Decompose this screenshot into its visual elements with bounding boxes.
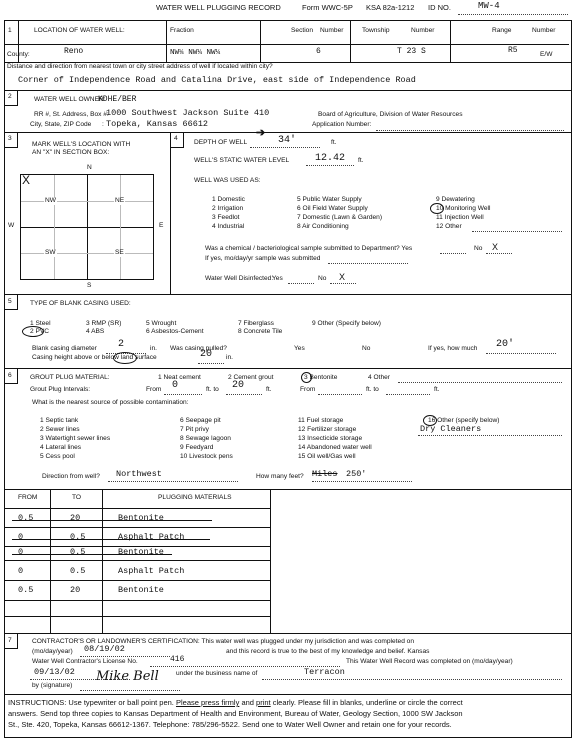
s3-number: 3 bbox=[8, 135, 12, 142]
use-10-circle bbox=[430, 203, 444, 214]
source-4: 4 Lateral lines bbox=[40, 444, 82, 451]
section-label: Section bbox=[291, 27, 313, 34]
casing-type-1: 1 Steel bbox=[30, 320, 51, 327]
city-label: City, State, ZIP Code bbox=[30, 121, 92, 128]
casing-type-8: 8 Concrete Tile bbox=[238, 328, 283, 335]
grid-sub-h2 bbox=[21, 253, 153, 254]
ksa-reference: KSA 82a-1212 bbox=[366, 3, 415, 12]
other-source-value: Dry Cleaners bbox=[420, 424, 482, 434]
compass-n: N bbox=[87, 164, 92, 171]
instructions-line-3: St., Ste. 420, Topeka, Kansas 66612-1367. Telephone: 785/296-5522. Send one to Water Well Owner and retain one for your records. bbox=[8, 720, 452, 729]
height-line bbox=[198, 363, 224, 364]
chem-no-line bbox=[486, 253, 512, 254]
quarter-2: ¼ bbox=[197, 49, 202, 57]
bentonite-circle bbox=[301, 372, 312, 383]
struck-row-3-line bbox=[12, 554, 172, 555]
fraction-2: NW bbox=[188, 49, 198, 57]
use-6: 6 Oil Field Water Supply bbox=[297, 205, 368, 212]
struck-row-1-line bbox=[12, 520, 212, 521]
range-value: R5 bbox=[508, 46, 518, 55]
diameter-label: Blank casing diameter bbox=[32, 345, 97, 352]
fraction-label: Fraction bbox=[170, 27, 194, 34]
s5-number: 5 bbox=[8, 298, 12, 305]
source-3: 3 Watertight sewer lines bbox=[40, 435, 111, 442]
s4-number: 4 bbox=[174, 135, 178, 142]
casing-type-label: TYPE OF BLANK CASING USED: bbox=[30, 300, 131, 307]
section-number-label: Number bbox=[320, 27, 344, 34]
source-13: 13 Insecticide storage bbox=[298, 435, 363, 442]
range-ew-label: E/W bbox=[540, 51, 553, 58]
chem-yes-line bbox=[440, 253, 466, 254]
fraction-3: NW bbox=[206, 49, 216, 57]
how-many-label: How many feet? bbox=[256, 473, 304, 480]
source-6: 6 Seepage pit bbox=[180, 417, 221, 424]
row-2-from: 0.5 bbox=[18, 585, 34, 595]
interval-ft-to-2: ft. to bbox=[366, 386, 379, 393]
sample-question: If yes, mo/day/yr sample was submitted bbox=[205, 255, 321, 262]
interval-to-value: 20 bbox=[232, 380, 245, 391]
s3-s4-divider bbox=[170, 132, 171, 294]
s2-bottom bbox=[4, 132, 572, 133]
struck-row-2-line bbox=[12, 539, 210, 540]
quadrant-nw: NW bbox=[45, 197, 56, 204]
business-value: Terracon bbox=[304, 667, 345, 677]
use-3: 3 Feedlot bbox=[212, 214, 240, 221]
source-8: 8 Sewage lagoon bbox=[180, 435, 231, 442]
s6-number: 6 bbox=[8, 372, 12, 379]
s1-col-divider-4 bbox=[450, 20, 451, 62]
county-label: County: bbox=[7, 51, 30, 58]
cert-line-1: CONTRACTOR'S OR LANDOWNER'S CERTIFICATION: This water well was plugged under my jurisdiction and was completed on bbox=[32, 638, 415, 645]
business-line bbox=[262, 679, 562, 680]
row-2-material: Bentonite bbox=[118, 585, 164, 595]
township-number-label: Number bbox=[411, 27, 435, 34]
s7-number: 7 bbox=[8, 637, 12, 644]
how-many-line bbox=[312, 481, 412, 482]
interval-from-label-2: From bbox=[300, 386, 316, 393]
interval-to-line bbox=[226, 394, 262, 395]
owner-label: WATER WELL OWNER: bbox=[34, 96, 106, 103]
source-12: 12 Fertilizer storage bbox=[298, 426, 357, 433]
instructions-1e: clearly. Please fill in blanks, underline or circle the correct bbox=[272, 698, 463, 707]
grout-opt-3: 3 Bentonite bbox=[304, 374, 338, 381]
below-circle bbox=[113, 352, 137, 364]
table-row-line-6 bbox=[4, 616, 270, 617]
col-to-header: TO bbox=[72, 494, 82, 501]
use-2: 2 Irrigation bbox=[212, 205, 244, 212]
quadrant-se: SE bbox=[115, 249, 124, 256]
business-label: under the business name of bbox=[176, 670, 258, 677]
struck-row-1-from: 0.5 bbox=[18, 513, 34, 523]
used-label: WELL WAS USED AS: bbox=[194, 177, 261, 184]
quarter-3: ¼ bbox=[215, 49, 221, 57]
table-col-divider-1 bbox=[50, 489, 51, 633]
source-15: 15 Oil well/Gas well bbox=[298, 453, 356, 460]
interval-ft-2: ft. bbox=[434, 386, 440, 393]
s5-bottom bbox=[4, 368, 572, 369]
township-label: Township bbox=[362, 27, 390, 34]
s2-number: 2 bbox=[8, 93, 12, 100]
height-in: in. bbox=[226, 354, 233, 361]
grout-other-line bbox=[398, 382, 562, 383]
height-label-a: Casing height above or bbox=[32, 354, 100, 361]
col-from-header: FROM bbox=[18, 494, 38, 501]
range-number-label: Number bbox=[532, 27, 556, 34]
use-10: 10 Monitoring Well bbox=[436, 205, 491, 212]
interval-from-value: 0 bbox=[172, 380, 179, 391]
instructions-1a: INSTRUCTIONS: Use typewriter or ball point pen. bbox=[8, 698, 174, 707]
signature-value: Mike Bell bbox=[96, 669, 159, 684]
source-11: 11 Fuel storage bbox=[298, 417, 344, 424]
height-label bbox=[32, 355, 157, 362]
height-label-b: land surface bbox=[120, 354, 157, 361]
disinfected-question: Water Well Disinfected: bbox=[205, 275, 274, 282]
row-1-material: Asphalt Patch bbox=[118, 566, 185, 576]
use-4: 4 Industrial bbox=[212, 223, 245, 230]
owner-value: KDHE/BER bbox=[98, 95, 137, 104]
chem-no-mark: X bbox=[492, 242, 499, 252]
source-5: 5 Cess pool bbox=[40, 453, 75, 460]
cert-date-line bbox=[80, 656, 170, 657]
city-value: Topeka, Kansas 66612 bbox=[106, 119, 209, 129]
row-1-from: 0 bbox=[18, 566, 24, 576]
section-grid bbox=[20, 174, 154, 280]
s1-col-divider-2 bbox=[260, 20, 261, 62]
use-11: 11 Injection Well bbox=[436, 214, 484, 221]
completed-value: 09/13/02 bbox=[34, 667, 75, 677]
instructions-1b: Please press firmly bbox=[175, 698, 240, 707]
rr-label: RR #, St. Address, Box #: bbox=[34, 111, 109, 118]
height-value: 20 bbox=[200, 349, 213, 360]
table-col-divider-2 bbox=[102, 489, 103, 633]
source-16: 16 Other (specify below) bbox=[428, 417, 500, 424]
application-line bbox=[376, 130, 564, 131]
pulled-no: No bbox=[362, 345, 371, 352]
fraction-values bbox=[170, 50, 220, 58]
license-value: 416 bbox=[170, 655, 185, 664]
struck-row-1-material: Bentonite bbox=[118, 513, 164, 523]
township-value: T 23 S bbox=[397, 47, 426, 56]
casing-type-4: 4 ABS bbox=[86, 328, 105, 335]
source-14: 14 Abandoned water well bbox=[298, 444, 372, 451]
struck-row-3-material: Bentonite bbox=[118, 547, 164, 557]
struck-row-2-from: 0 bbox=[18, 532, 24, 542]
cert-line-2: and this record is true to the best of my knowledge and belief. Kansas bbox=[226, 648, 430, 655]
chem-question: Was a chemical / bacteriological sample submitted to Department? Yes bbox=[205, 245, 413, 252]
section-value: 6 bbox=[316, 47, 321, 56]
disinfected-no: No bbox=[318, 275, 327, 282]
how-many-value: 250' bbox=[346, 469, 367, 479]
depth-line bbox=[250, 147, 320, 148]
record-text: This Water Well Record was completed on (mo/day/year) bbox=[346, 658, 513, 665]
direction-value: Northwest bbox=[116, 469, 162, 479]
disinfected-yes-line bbox=[288, 283, 314, 284]
distance-value: Corner of Independence Road and Catalina Drive, east side of Independence Road bbox=[18, 75, 416, 85]
s6-bottom bbox=[4, 489, 572, 490]
diameter-in: in. bbox=[150, 345, 157, 352]
rr-value: 1000 Southwest Jackson Suite 410 bbox=[106, 108, 270, 118]
use-8: 8 Air Conditioning bbox=[297, 223, 349, 230]
grout-label: GROUT PLUG MATERIAL: bbox=[30, 374, 110, 381]
use-9: 9 Dewatering bbox=[436, 196, 475, 203]
id-label: ID NO. bbox=[428, 3, 451, 12]
distance-label: Distance and direction from nearest town or city street address of well if located within city? bbox=[7, 63, 273, 70]
s7-bottom bbox=[4, 694, 572, 695]
interval-from-label: From bbox=[146, 386, 162, 393]
compass-w: W bbox=[8, 222, 15, 229]
source-question: What is the nearest source of possible contamination: bbox=[32, 399, 189, 406]
casing-pvc-circle bbox=[22, 326, 44, 337]
location-label: LOCATION OF WATER WELL: bbox=[34, 27, 125, 34]
depth-value: 34' bbox=[278, 135, 297, 146]
grid-sub-v2 bbox=[120, 175, 121, 279]
chem-no-label: No bbox=[474, 245, 483, 252]
depth-ft: ft. bbox=[331, 139, 337, 146]
interval-from-line bbox=[164, 394, 202, 395]
quadrant-ne: NE bbox=[115, 197, 125, 204]
s1-bottom bbox=[4, 90, 572, 91]
source-7: 7 Pit privy bbox=[180, 426, 209, 433]
static-value: 12.42 bbox=[315, 153, 346, 164]
interval-label: Grout Plug Intervals: bbox=[30, 386, 91, 393]
grout-opt-1: 1 Neat cement bbox=[158, 374, 201, 381]
form-number: Form WWC-5P bbox=[302, 3, 353, 12]
cert-date-label: (mo/day/year) bbox=[32, 648, 73, 655]
struck-row-3-to: 0.5 bbox=[70, 547, 86, 557]
how-much-value: 20' bbox=[496, 339, 515, 350]
grout-opt-4: 4 Other bbox=[368, 374, 390, 381]
county-value: Reno bbox=[64, 47, 84, 56]
row-1-to: 0.5 bbox=[70, 566, 86, 576]
compass-s: S bbox=[87, 282, 92, 289]
source-2: 2 Sewer lines bbox=[40, 426, 80, 433]
location-x-mark: X bbox=[22, 173, 31, 187]
instructions-1d: print bbox=[256, 698, 271, 707]
col-materials-header: PLUGGING MATERIALS bbox=[158, 494, 232, 501]
mark-label-2: AN "X" IN SECTION BOX: bbox=[32, 149, 110, 156]
table-row-line-3 bbox=[4, 560, 270, 561]
disinfected-no-mark: X bbox=[339, 272, 346, 282]
grout-opt-2: 2 Cement grout bbox=[228, 374, 274, 381]
instructions-line-1 bbox=[8, 699, 463, 707]
height-below: below bbox=[101, 354, 119, 361]
pulled-question: Was casing pulled? bbox=[170, 345, 227, 352]
table-header-line bbox=[4, 508, 270, 509]
license-label: Water Well Contractor's License No. bbox=[32, 658, 138, 665]
s1-number: 1 bbox=[8, 27, 12, 34]
how-much-label: If yes, how much bbox=[428, 345, 478, 352]
id-value: MW-4 bbox=[478, 1, 500, 11]
form-title: WATER WELL PLUGGING RECORD bbox=[156, 3, 281, 12]
diameter-value: 2 bbox=[118, 339, 125, 350]
instructions-line-2: answers. Send top three copies to Kansas Department of Health and Environment, Bureau of Water, Geology Section, 1000 SW Jackson bbox=[8, 709, 463, 718]
table-row-line-5 bbox=[4, 600, 270, 601]
id-underline bbox=[458, 14, 568, 15]
interval-ft: ft. bbox=[266, 386, 272, 393]
casing-type-7: 7 Fiberglass bbox=[238, 320, 274, 327]
application-label: Application Number: bbox=[312, 121, 372, 128]
direction-line bbox=[108, 481, 238, 482]
static-label: WELL'S STATIC WATER LEVEL bbox=[194, 157, 290, 164]
use-7: 7 Domestic (Lawn & Garden) bbox=[297, 214, 383, 221]
struck-row-1-to: 20 bbox=[70, 513, 81, 523]
interval-to-line-2 bbox=[386, 394, 430, 395]
pulled-yes: Yes bbox=[294, 345, 305, 352]
source-9: 9 Feedyard bbox=[180, 444, 214, 451]
casing-type-6: 6 Asbestos-Cement bbox=[146, 328, 204, 335]
board-text: Board of Agriculture, Division of Water Resources bbox=[318, 111, 463, 118]
direction-label: Direction from well? bbox=[42, 473, 100, 480]
quarter-1: ¼ bbox=[179, 49, 184, 57]
city-separator: : bbox=[102, 121, 104, 128]
table-row-line-1 bbox=[4, 527, 270, 528]
cert-date-value: 08/19/02 bbox=[84, 644, 125, 654]
static-ft: ft. bbox=[358, 157, 364, 164]
static-line bbox=[306, 165, 354, 166]
range-label: Range bbox=[492, 27, 512, 34]
struck-row-3-from: 0 bbox=[18, 547, 24, 557]
use-5: 5 Public Water Supply bbox=[297, 196, 362, 203]
depth-label: DEPTH OF WELL bbox=[194, 139, 248, 146]
interval-from-line-2 bbox=[318, 394, 362, 395]
fraction-1: NW bbox=[170, 49, 180, 57]
signature-label: by (signature) bbox=[32, 682, 73, 689]
interval-ft-to: ft. to bbox=[206, 386, 219, 393]
casing-type-3: 3 RMP (SR) bbox=[86, 320, 122, 327]
source-1: 1 Septic tank bbox=[40, 417, 79, 424]
grid-sub-h1 bbox=[21, 201, 153, 202]
quadrant-sw: SW bbox=[45, 249, 56, 256]
use-other-line bbox=[472, 231, 562, 232]
disinfected-no-line bbox=[330, 283, 356, 284]
s1-col-divider-3 bbox=[350, 20, 351, 62]
row-2-to: 20 bbox=[70, 585, 81, 595]
instructions-1c: and bbox=[241, 698, 254, 707]
s1-col-divider-1 bbox=[166, 20, 167, 62]
grid-sub-v1 bbox=[54, 175, 55, 279]
casing-type-2: 2 PVC bbox=[30, 328, 50, 335]
how-much-line bbox=[486, 353, 556, 354]
sample-line bbox=[328, 263, 408, 264]
table-row-line-4 bbox=[4, 580, 270, 581]
table-col-divider-3 bbox=[270, 489, 271, 633]
signature-line bbox=[80, 690, 180, 691]
disinfected-yes: Yes bbox=[272, 275, 283, 282]
table-bottom bbox=[4, 633, 572, 634]
s4-bottom bbox=[4, 294, 572, 295]
source-10: 10 Livestock pens bbox=[180, 453, 233, 460]
mark-label-1: MARK WELL'S LOCATION WITH bbox=[32, 141, 131, 148]
use-12: 12 Other bbox=[436, 223, 462, 230]
s1-row-divider bbox=[4, 44, 569, 45]
how-many-struck: Miles bbox=[312, 469, 338, 479]
struck-row-2-to: 0.5 bbox=[70, 532, 86, 542]
compass-e: E bbox=[159, 222, 164, 229]
casing-type-5: 5 Wrought bbox=[146, 320, 177, 327]
casing-type-9: 9 Other (Specify below) bbox=[312, 320, 381, 327]
other-source-line bbox=[418, 435, 562, 436]
struck-row-2-material: Asphalt Patch bbox=[118, 532, 185, 542]
grid-horizontal bbox=[21, 227, 153, 228]
use-1: 1 Domestic bbox=[212, 196, 245, 203]
arrow-mark: ➔ bbox=[256, 127, 266, 139]
